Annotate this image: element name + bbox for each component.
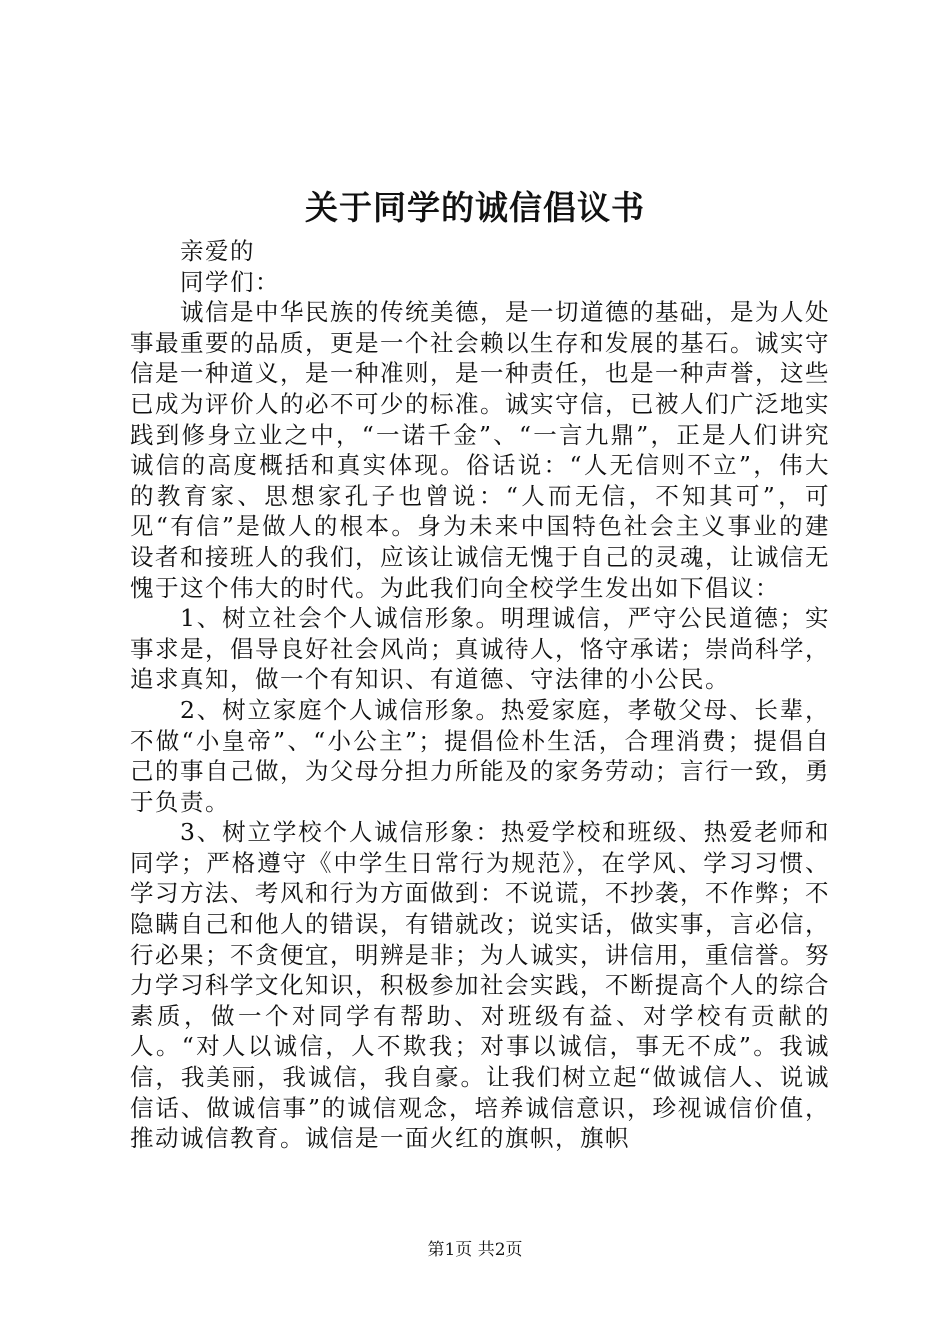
document-body bbox=[130, 236, 830, 1154]
paragraph-item-3: 3、树立学校个人诚信形象：热爱学校和班级、热爱老师和同学；严格遵守《中学生日常行为规范》，在学风、学习习惯、学习方法、考风和行为方面做到：不说谎，不抄袭，不作弊；不隐瞒自己和他人的错误，有错就改；说实话，做实事，言必信，行必果；不贪便宜，明辨是非；为人诚实，讲信用，重信誉。努力学习科学文化知识，积极参加社会实践，不断提高个人的综合素质，做一个对同学有帮助、对班级有益、对学校有贡献的人。“对人以诚信，人不欺我；对事以诚信，事无不成”。我诚信，我美丽，我诚信，我自豪。让我们树立起“做诚信人、说诚信话、做诚信事”的诚信观念，培养诚信意识，珍视诚信价值，推动诚信教育。诚信是一面火红的旗帜，旗帜 bbox=[130, 818, 830, 1153]
paragraph-item-2: 2、树立家庭个人诚信形象。热爱家庭，孝敬父母、长辈，不做“小皇帝”、“小公主”；提倡俭朴生活，合理消费；提倡自己的事自己做，为父母分担力所能及的家务劳动；言行一致，勇于负责。 bbox=[130, 695, 830, 816]
page-number-footer: 第1页 共2页 bbox=[427, 1240, 523, 1260]
paragraph-intro: 诚信是中华民族的传统美德，是一切道德的基础，是为人处事最重要的品质，更是一个社会赖以生存和发展的基石。诚实守信是一种道义，是一种准则，是一种责任，也是一种声誉，这些已成为评价人的必不可少的标准。诚实守信，已被人们广泛地实践到修身立业之中，“一诺千金”、“一言九鼎”，正是人们讲究诚信的高度概括和真实体现。俗话说：“人无信则不立”，伟大的教育家、思想家孔子也曾说：“人而无信，不知其可”，可见“有信”是做人的根本。身为未来中国特色社会主义事业的建设者和接班人的我们，应该让诚信无愧于自己的灵魂，让诚信无愧于这个伟大的时代。为此我们向全校学生发出如下倡议： bbox=[130, 298, 830, 602]
paragraph-item-1: 1、树立社会个人诚信形象。明理诚信，严守公民道德；实事求是，倡导良好社会风尚；真诚待人，恪守承诺；崇尚科学，追求真知，做一个有知识、有道德、守法律的小公民。 bbox=[130, 604, 830, 694]
salutation-line-2: 同学们： bbox=[180, 267, 280, 296]
salutation-line-1: 亲爱的 bbox=[180, 237, 255, 265]
document-title: 关于同学的诚信倡议书 bbox=[305, 188, 645, 227]
